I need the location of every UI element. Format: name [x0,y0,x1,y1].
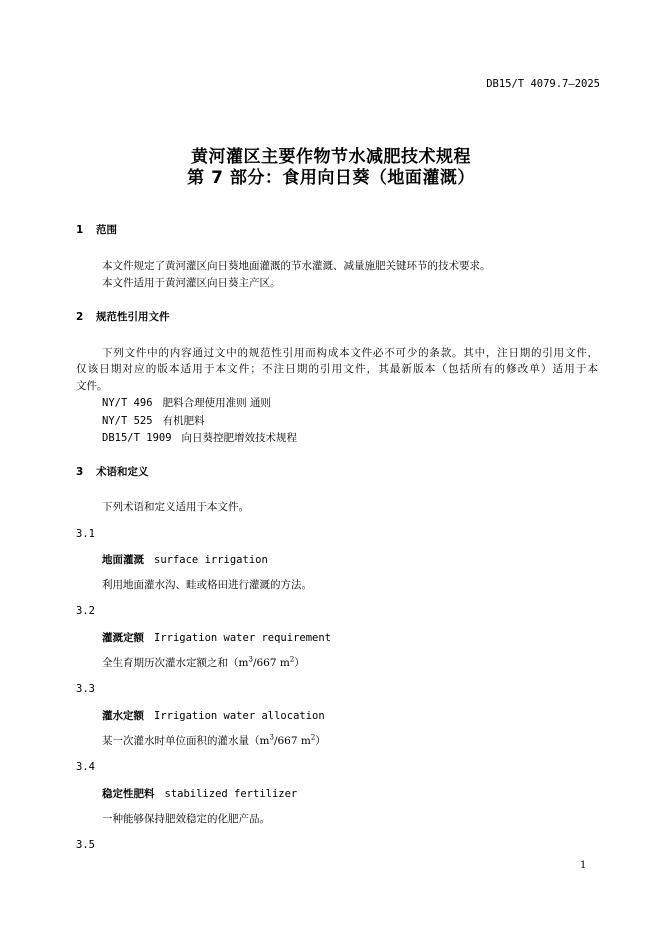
references-paragraph-line-2: 仅该日期对应的版本适用于本文件；不注日期的引用文件，其最新版本（包括所有的修改单）适用于本 [76,363,598,375]
term-number: 3.1 [76,528,95,540]
reference-item [102,413,205,428]
term-entry [102,786,297,801]
scope-paragraph-2: 本文件适用于黄河灌区向日葵主产区。 [102,277,281,289]
term-chinese: 地面灌溉 [102,554,144,566]
term-chinese: 稳定性肥料 [102,788,155,800]
page-number: 1 [580,860,587,871]
section-title: 术语和定义 [96,466,149,478]
term-definition: 某一次灌水时单位面积的灌水量（$m^3/667$ $m^2$） [102,733,326,747]
term-english: Irrigation water requirement [154,632,332,644]
section-number: 3 [76,466,84,478]
term-definition: 全生育期历次灌水定额之和（$m^3/667$ $m^2$） [102,655,305,669]
reference-item [102,430,297,445]
reference-name: 向日葵控肥增效技术规程 [181,432,298,444]
document-title: 黄河灌区主要作物节水减肥技术规程 [191,147,471,167]
reference-code: NY/T 496 [102,397,153,409]
standard-number: DB15/T 4079.7—2025 [486,78,600,90]
term-english: Irrigation water allocation [154,710,325,722]
reference-code: NY/T 525 [102,415,153,427]
scope-paragraph-1: 本文件规定了黄河灌区向日葵地面灌溉的节水灌溉、减量施肥关键环节的技术要求。 [102,260,491,272]
term-number: 3.4 [76,761,95,773]
term-entry [102,552,268,567]
section-heading-scope [76,222,117,237]
term-definition: 一种能够保持肥效稳定的化肥产品。 [102,813,270,825]
reference-name: 有机肥料 [162,415,205,427]
section-heading-normative-references [76,309,170,324]
term-english: surface irrigation [154,554,268,566]
section-title: 规范性引用文件 [96,311,170,323]
term-english: stabilized fertilizer [164,788,298,800]
reference-code: DB15/T 1909 [102,432,172,444]
section-heading-terms [76,464,149,479]
references-paragraph-line-1: 下列文件中的内容通过文中的规范性引用而构成本文件必不可少的条款。其中，注日期的引用文件， [102,347,598,359]
document-subtitle: 第 7 部分：食用向日葵（地面灌溉） [187,168,475,188]
reference-name: 肥料合理使用准则 通则 [162,397,271,409]
section-number: 2 [76,311,84,323]
term-chinese: 灌水定额 [102,710,144,722]
references-paragraph-line-3: 文件。 [76,380,108,392]
term-entry [102,708,325,723]
term-number: 3.3 [76,683,95,695]
terms-intro: 下列术语和定义适用于本文件。 [102,501,249,513]
term-number: 3.2 [76,605,95,617]
term-definition: 利用地面灌水沟、畦或格田进行灌溉的方法。 [102,579,312,591]
section-title: 范围 [96,224,117,236]
section-number: 1 [76,224,84,236]
term-number: 3.5 [76,839,95,851]
term-entry [102,630,331,645]
reference-item [102,395,271,410]
term-chinese: 灌溉定额 [102,632,144,644]
